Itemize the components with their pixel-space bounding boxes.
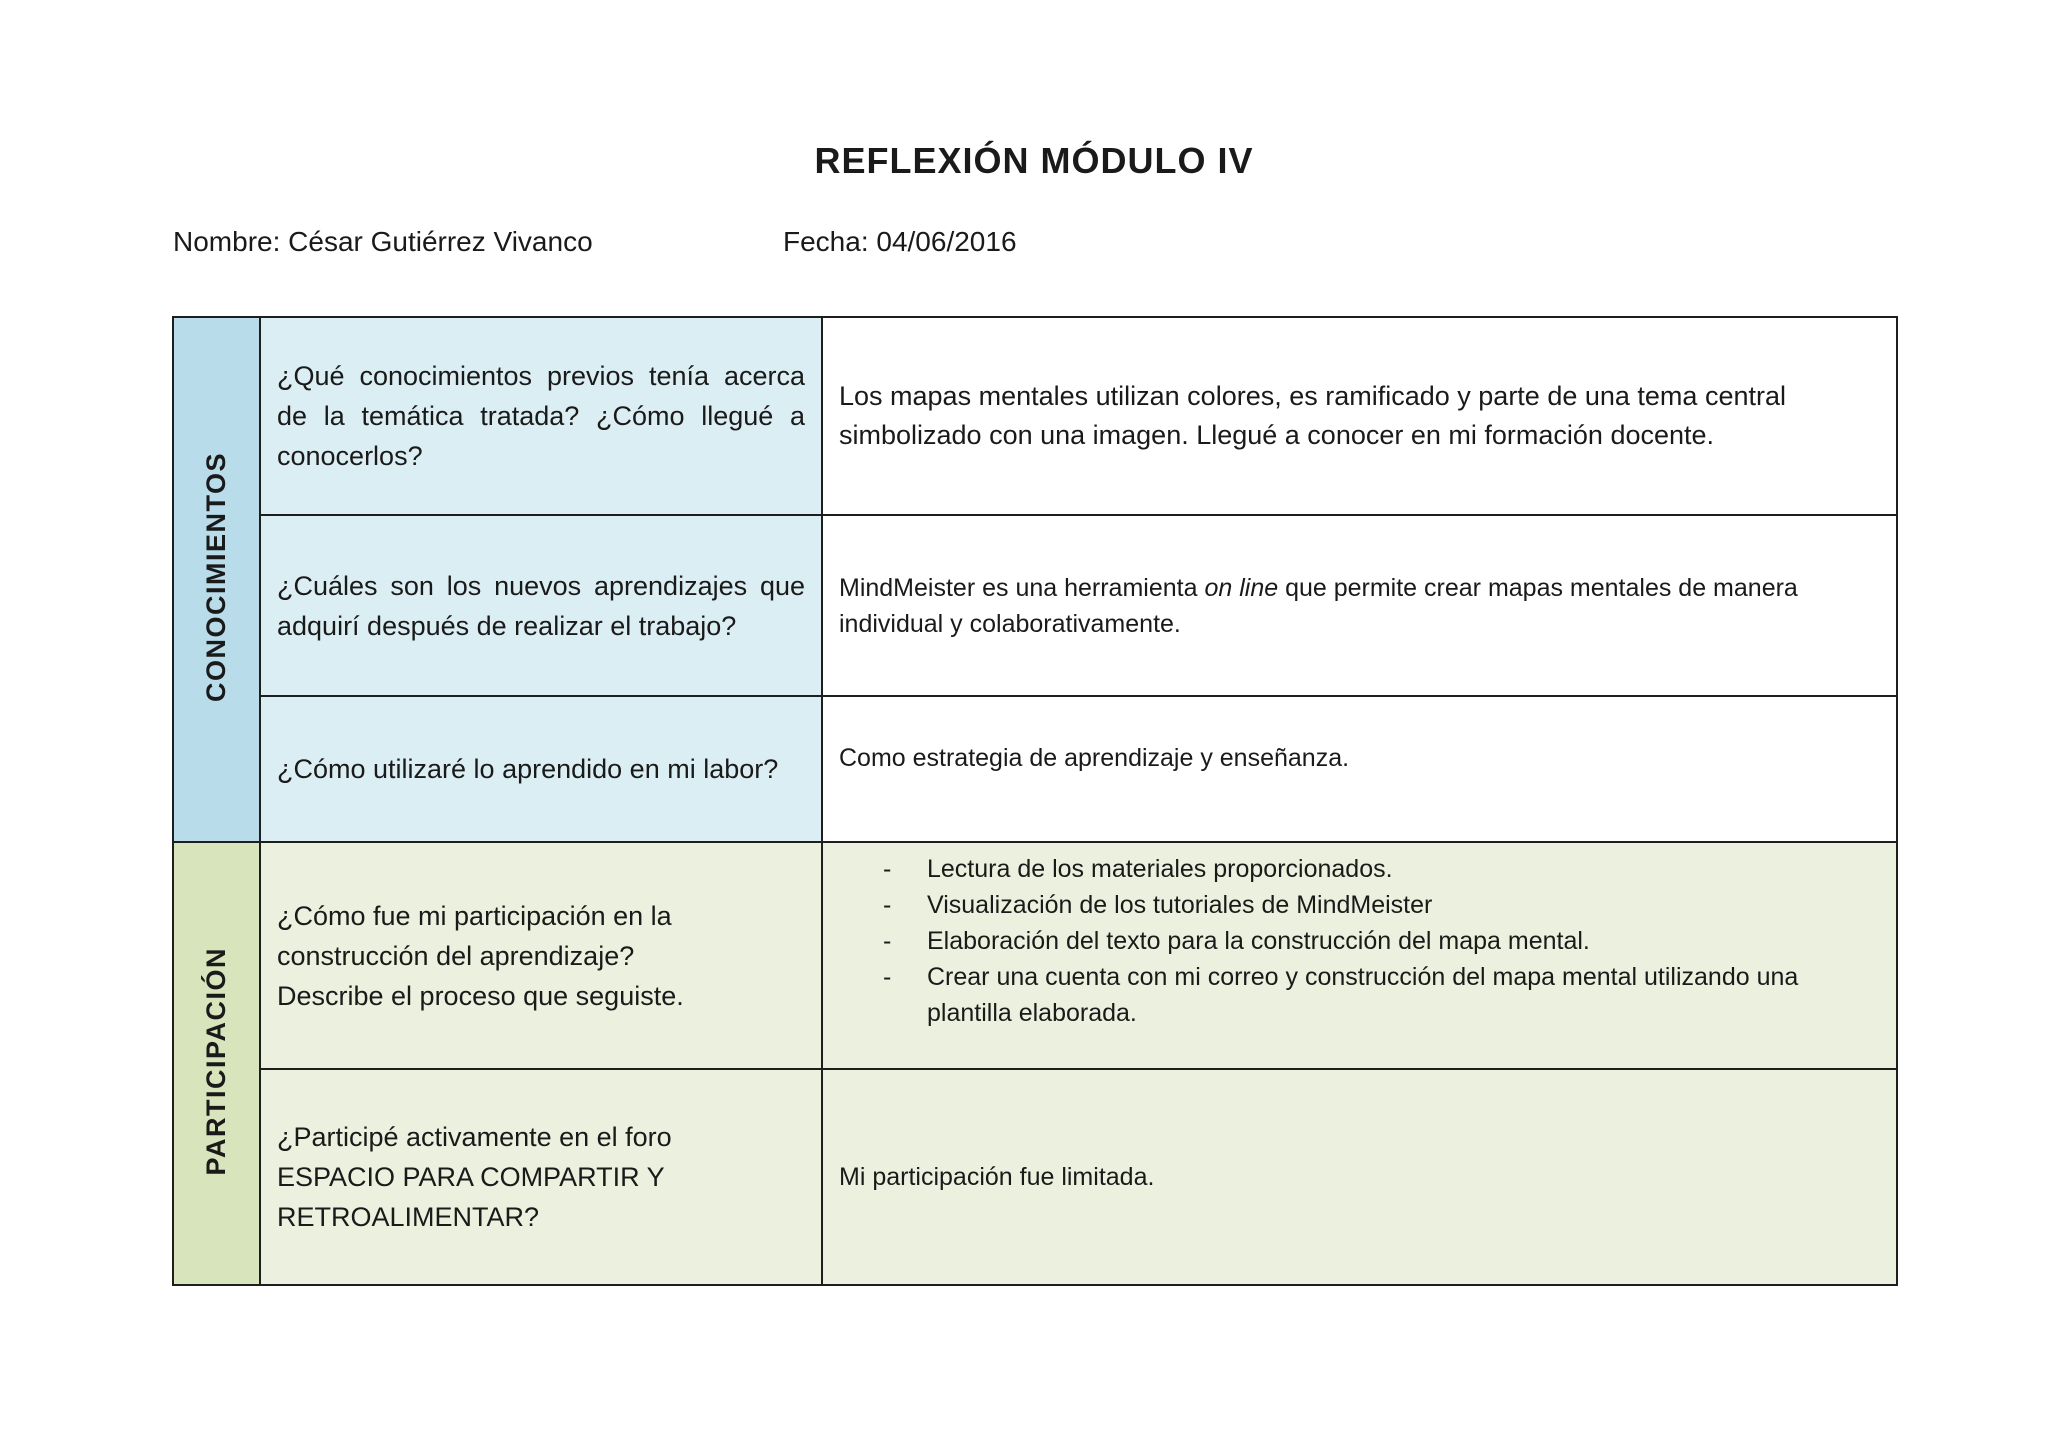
table-row bbox=[173, 1069, 1897, 1285]
table-row bbox=[173, 842, 1897, 1069]
list-item-text: Elaboración del texto para la construcción del mapa mental. bbox=[927, 927, 1590, 955]
answer-cell bbox=[822, 1069, 1897, 1285]
question-cell bbox=[260, 696, 822, 842]
list-item bbox=[839, 851, 1880, 887]
question-cell bbox=[260, 1069, 822, 1285]
process-steps-list bbox=[839, 851, 1880, 1031]
table-row bbox=[173, 696, 1897, 842]
answer-text: Mi participación fue limitada. bbox=[839, 1163, 1155, 1191]
section-label-participacion bbox=[173, 842, 260, 1285]
answer-cell bbox=[822, 515, 1897, 696]
student-name: Nombre: César Gutiérrez Vivanco bbox=[173, 226, 593, 257]
table-row bbox=[173, 515, 1897, 696]
answer-text-start: MindMeister es una herramienta bbox=[839, 573, 1205, 602]
list-bullet: - bbox=[883, 927, 892, 955]
reflection-table bbox=[172, 316, 1898, 1286]
list-bullet: - bbox=[883, 963, 892, 991]
list-item-text: Crear una cuenta con mi correo y construcción del mapa mental utilizando una plantilla elaborada. bbox=[927, 963, 1799, 1027]
list-bullet: - bbox=[883, 855, 892, 883]
answer-text: Los mapas mentales utilizan colores, es ramificado y parte de una tema central simbolizado con una imagen. Llegué a conocer en mi formación docente. bbox=[839, 381, 1786, 450]
list-bullet: - bbox=[883, 891, 892, 919]
answer-text: Como estrategia de aprendizaje y enseñanza. bbox=[839, 744, 1350, 772]
question-cell bbox=[260, 515, 822, 696]
section-label-conocimientos bbox=[173, 317, 260, 842]
list-item bbox=[839, 923, 1880, 959]
question-line: Describe el proceso que seguiste. bbox=[277, 980, 684, 1011]
question-line: construcción del aprendizaje? bbox=[277, 940, 635, 971]
answer-cell bbox=[822, 696, 1897, 842]
answer-cell bbox=[822, 842, 1897, 1069]
list-item-text: Lectura de los materiales proporcionados. bbox=[927, 855, 1393, 883]
table-row bbox=[173, 317, 1897, 515]
document-date: Fecha: 04/06/2016 bbox=[783, 226, 1017, 257]
list-item-text: Visualización de los tutoriales de MindMeister bbox=[927, 891, 1433, 919]
question-line: ¿Participé activamente en el foro bbox=[277, 1122, 672, 1152]
question-line: ESPACIO PARA COMPARTIR Y bbox=[277, 1162, 665, 1192]
question-cell bbox=[260, 317, 822, 515]
question-text bbox=[277, 1117, 805, 1237]
question-text bbox=[277, 896, 805, 1016]
answer-text-end: que permite crear mapas mentales de manera individual y colaborativamente. bbox=[839, 573, 1798, 638]
question-line: ¿Cómo fue mi participación en la bbox=[277, 900, 672, 931]
answer-text bbox=[839, 570, 1880, 642]
answer-text-emphasis: on line bbox=[1204, 573, 1279, 602]
document-title: REFLEXIÓN MÓDULO IV bbox=[814, 140, 1254, 181]
question-line: RETROALIMENTAR? bbox=[277, 1202, 540, 1232]
list-item bbox=[839, 959, 1880, 1031]
list-item bbox=[839, 887, 1880, 923]
question-text: ¿Cómo utilizaré lo aprendido en mi labor? bbox=[277, 754, 779, 784]
question-text: ¿Qué conocimientos previos tenía acerca de la temática tratada? ¿Cómo llegué a conocerlos? bbox=[277, 361, 805, 471]
section-label-text: CONOCIMIENTOS bbox=[201, 451, 231, 702]
question-cell bbox=[260, 842, 822, 1069]
answer-cell bbox=[822, 317, 1897, 515]
section-label-text: PARTICIPACIÓN bbox=[201, 946, 231, 1176]
question-text: ¿Cuáles son los nuevos aprendizajes que adquirí después de realizar el trabajo? bbox=[277, 570, 805, 641]
